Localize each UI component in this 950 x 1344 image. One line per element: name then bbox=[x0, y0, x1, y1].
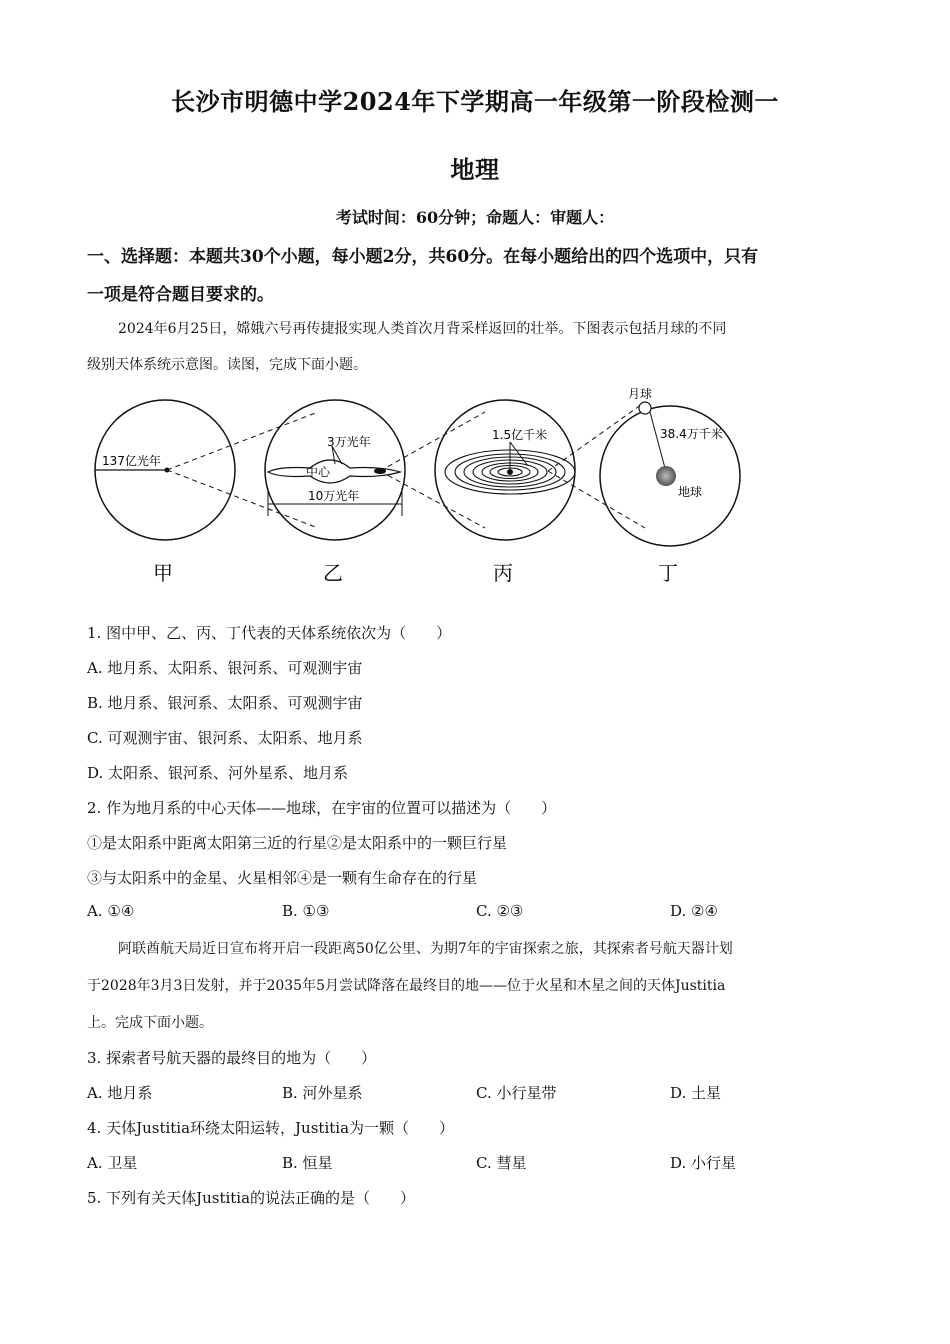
q4-option-b: B. 恒星 bbox=[282, 1154, 333, 1172]
label-jia: 甲 bbox=[153, 561, 173, 585]
label-bing: 丙 bbox=[493, 561, 513, 585]
label-moon: 月球 bbox=[628, 387, 653, 401]
q4-stem: 4. 天体Justitia环绕太阳运转，Justitia为一颗（ ） bbox=[87, 1119, 455, 1137]
label-15yi: 1.5亿千米 bbox=[492, 428, 548, 442]
section-heading-line2: 一项是符合题目要求的。 bbox=[87, 285, 274, 305]
q2-statement-1: ①是太阳系中距离太阳第三近的行星②是太阳系中的一颗巨行星 bbox=[87, 834, 508, 852]
q3-option-c: C. 小行星带 bbox=[476, 1084, 557, 1102]
q2-option-c: C. ②③ bbox=[476, 902, 524, 920]
label-384: 38.4万千米 bbox=[660, 427, 723, 441]
q5-stem: 5. 下列有关天体Justitia的说法正确的是（ ） bbox=[87, 1189, 416, 1207]
q2-stem: 2. 作为地月系的中心天体——地球，在宇宙的位置可以描述为（ ） bbox=[87, 799, 557, 817]
label-10wan: 10万光年 bbox=[308, 489, 360, 503]
q3-stem: 3. 探索者号航天器的最终目的地为（ ） bbox=[87, 1049, 377, 1067]
label-3wan: 3万光年 bbox=[327, 435, 371, 449]
label-earth: 地球 bbox=[678, 485, 703, 499]
q4-option-d: D. 小行星 bbox=[670, 1154, 737, 1172]
exam-title: 长沙市明德中学2024年下学期高一年级第一阶段检测一 bbox=[171, 87, 779, 116]
circle-bing bbox=[435, 400, 575, 540]
subject-title: 地理 bbox=[450, 155, 500, 184]
exam-info: 考试时间：60分钟；命题人：审题人： bbox=[335, 208, 615, 227]
q3-option-b: B. 河外星系 bbox=[282, 1084, 363, 1102]
label-137: 137亿光年 bbox=[102, 454, 161, 468]
q1-option-c: C. 可观测宇宙、银河系、太阳系、地月系 bbox=[87, 729, 363, 747]
q2-option-a: A. ①④ bbox=[87, 902, 135, 920]
label-ding: 丁 bbox=[658, 561, 678, 585]
q3-option-d: D. 土星 bbox=[670, 1084, 722, 1102]
q4-option-a: A. 卫星 bbox=[87, 1154, 138, 1172]
intro2-line3: 上。完成下面小题。 bbox=[87, 1015, 213, 1031]
label-yi: 乙 bbox=[323, 561, 343, 585]
earth-icon bbox=[656, 466, 676, 486]
intro2-line2: 于2028年3月3日发射，并于2035年5月尝试降落在最终目的地——位于火星和木星之间的天体Justitia bbox=[87, 978, 726, 994]
q2-statement-2: ③与太阳系中的金星、火星相邻④是一颗有生命存在的行星 bbox=[87, 869, 478, 887]
label-center: 中心 bbox=[306, 465, 331, 479]
q1-option-d: D. 太阳系、银河系、河外星系、地月系 bbox=[87, 764, 349, 782]
moon-icon bbox=[639, 402, 651, 414]
celestial-systems-figure bbox=[80, 380, 760, 590]
q4-option-c: C. 彗星 bbox=[476, 1154, 527, 1172]
intro1-line2: 级别天体系统示意图。读图，完成下面小题。 bbox=[87, 357, 367, 373]
q1-stem: 1. 图中甲、乙、丙、丁代表的天体系统依次为（ ） bbox=[87, 624, 452, 642]
q1-option-a: A. 地月系、太阳系、银河系、可观测宇宙 bbox=[87, 659, 363, 677]
q1-option-b: B. 地月系、银河系、太阳系、可观测宇宙 bbox=[87, 694, 363, 712]
q2-option-b: B. ①③ bbox=[282, 902, 330, 920]
q2-option-d: D. ②④ bbox=[670, 902, 718, 920]
intro1-line1: 2024年6月25日，嫦娥六号再传捷报实现人类首次月背采样返回的壮举。下图表示包括月球的不同 bbox=[118, 321, 727, 337]
intro2-line1: 阿联酋航天局近日宣布将开启一段距离50亿公里、为期7年的宇宙探索之旅，其探索者号航天器计划 bbox=[118, 941, 733, 957]
section-heading-line1: 一、选择题：本题共30个小题，每小题2分，共60分。在每小题给出的四个选项中，只有 bbox=[87, 247, 759, 267]
q3-option-a: A. 地月系 bbox=[87, 1084, 153, 1102]
